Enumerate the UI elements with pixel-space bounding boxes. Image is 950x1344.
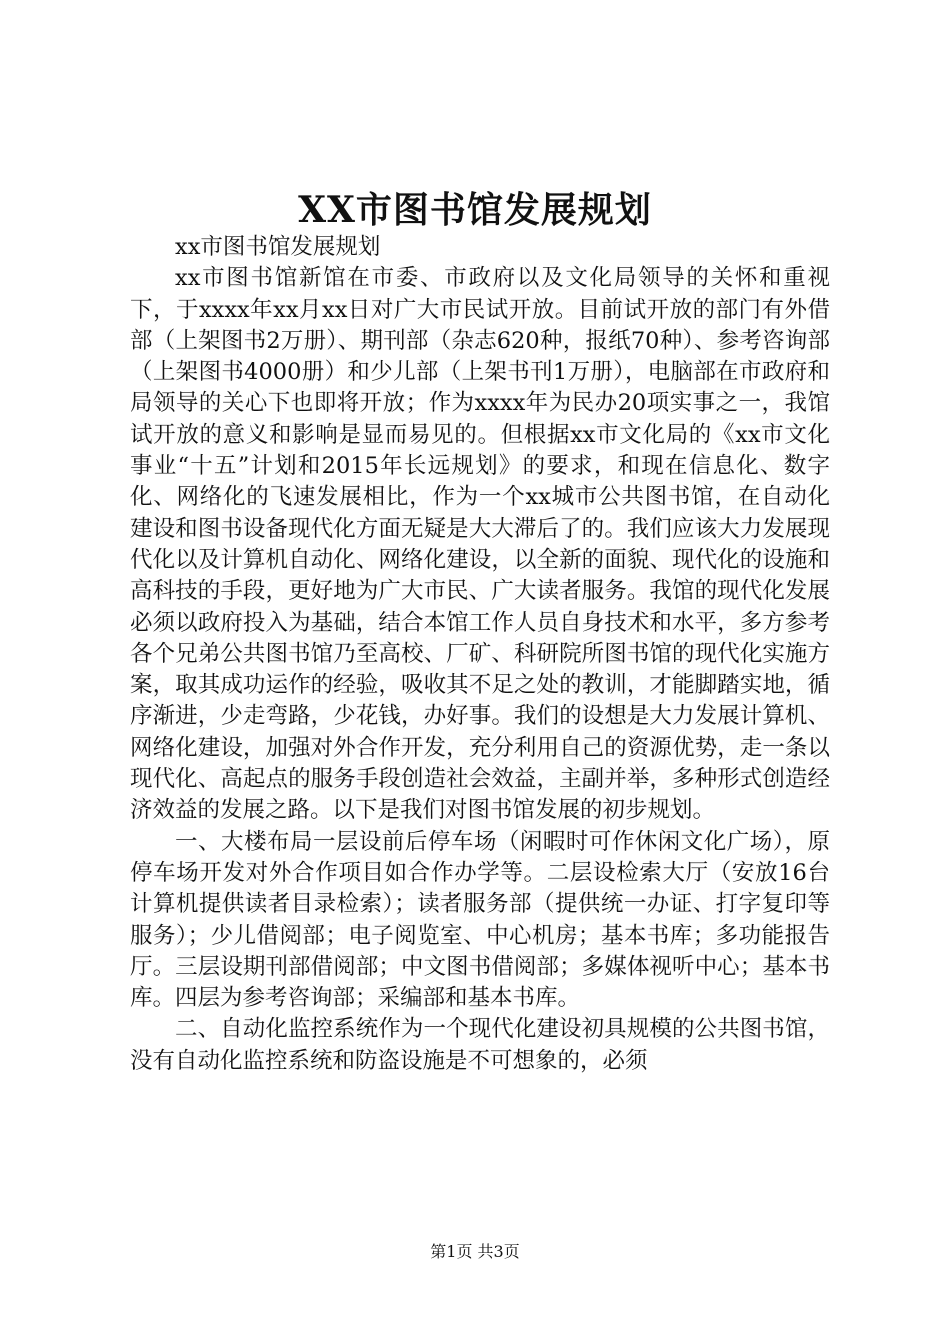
intro-paragraph: xx市图书馆新馆在市委、市政府以及文化局领导的关怀和重视下，于xxxx年xx月xx日对广大市民试开放。目前试开放的部门有外借部（上架图书2万册）、期刊部（杂志620种，报纸70种）、参考咨询部（上架图书4000册）和少儿部（上架书刊1万册），电脑部在市政府和局领导的关心下也即将开放；作为xxxx年为民办20项实事之一，我馆试开放的意义和影响是显而易见的。但根据xx市文化局的《xx市文化事业“十五”计划和2015年长远规划》的要求，和现在信息化、数字化、网络化的飞速发展相比，作为一个xx城市公共图书馆，在自动化建设和图书设备现代化方面无疑是大大滞后了的。我们应该大力发展现代化以及计算机自动化、网络化建设，以全新的面貌、现代化的设施和高科技的手段，更好地为广大市民、广大读者服务。我馆的现代化发展必须以政府投入为基础，结合本馆工作人员自身技术和水平，多方参考各个兄弟公共图书馆乃至高校、厂矿、科研院所图书馆的现代化实施方案，取其成功运作的经验，吸收其不足之处的教训，才能脚踏实地，循序渐进，少走弯路，少花钱，办好事。我们的设想是大力发展计算机、网络化建设，加强对外合作开发，充分利用自己的资源优势，走一条以现代化、高起点的服务手段创造社会效益，主副并举，多种形式创造经济效益的发展之路。以下是我们对图书馆发展的初步规划。 [130,265,830,824]
document-body [130,232,830,1077]
section-two-paragraph: 二、自动化监控系统作为一个现代化建设初具规模的公共图书馆，没有自动化监控系统和防盗设施是不可想象的，必须 [130,1016,830,1074]
page-footer: 第1页 共3页 [430,1242,520,1261]
document-title: XX市图书馆发展规划 [298,189,652,231]
section-one-paragraph: 一、大楼布局一层设前后停车场（闲暇时可作休闲文化广场），原停车场开发对外合作项目如合作办学等。二层设检索大厅（安放16台计算机提供读者目录检索）；读者服务部（提供统一办证、打字复印等服务）；少儿借阅部；电子阅览室、中心机房；基本书库；多功能报告厅。三层设期刊部借阅部；中文图书借阅部；多媒体视听中心；基本书库。四层为参考咨询部；采编部和基本书库。 [130,828,830,1012]
subtitle-paragraph: xx市图书馆发展规划 [175,234,381,260]
